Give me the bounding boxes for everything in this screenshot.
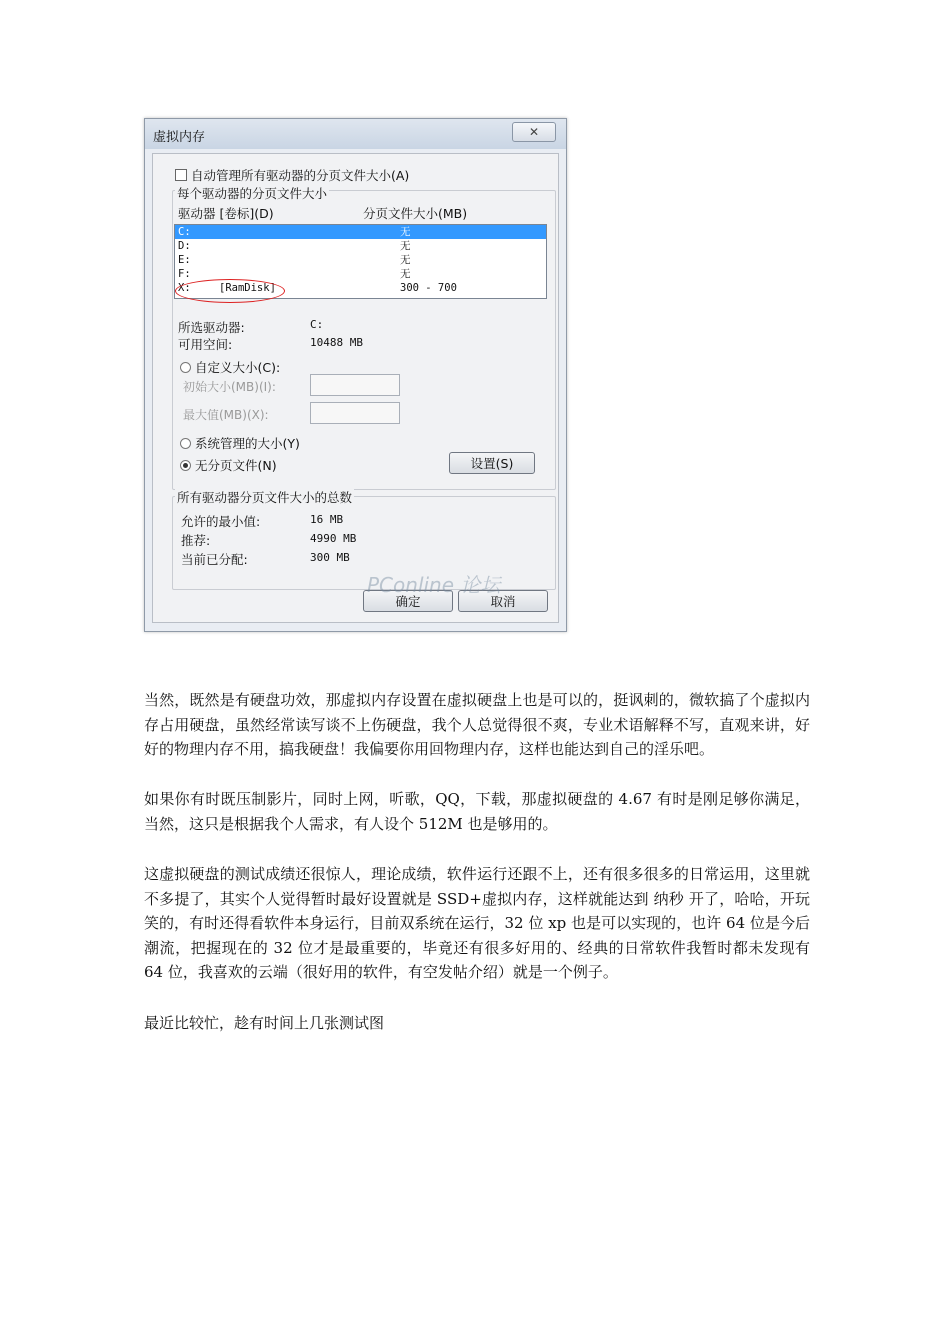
drive-row[interactable]: [175, 253, 546, 267]
totals-group-title: 所有驱动器分页文件大小的总数: [177, 490, 353, 505]
column-header-drive: 驱动器 [卷标](D): [178, 206, 274, 221]
recommended-value: 4990 MB: [310, 532, 357, 545]
set-button[interactable]: 设置(S): [449, 452, 535, 474]
free-space-value: 10488 MB: [310, 336, 363, 349]
drive-size: 300 - 700: [400, 282, 457, 294]
drive-letter: D:: [178, 240, 191, 252]
close-icon: ✕: [528, 125, 540, 139]
article-paragraph: 这虚拟硬盘的测试成绩还很惊人，理论成绩，软件运行还跟不上，还有很多很多的日常运用，这里就不多提了，其实个人觉得暂时最好设置就是 SSD+虚拟内存，这样就能达到 纳秒 开了，哈哈，开玩笑的，有时还得看软件本身运行，目前双系统在运行，32 位 xp 也是可以实现的，也许 64 位是今后潮流，把握现在的 32 位才是最重要的，毕竟还有很多好用的、经典的日常软件我暂时都未发现有 64 位，我喜欢的云端（很好用的软件，有空发帖介绍）就是一个例子。: [144, 865, 810, 981]
selected-drive-label: 所选驱动器:: [178, 320, 245, 335]
no-paging-label: 无分页文件(N): [195, 458, 277, 473]
dialog-titlebar: [145, 119, 566, 149]
drive-letter: C:: [178, 226, 191, 238]
column-header-size: 分页文件大小(MB): [363, 206, 468, 221]
virtual-memory-dialog: [144, 118, 567, 632]
drive-size: 无: [400, 240, 411, 252]
custom-size-label: 自定义大小(C):: [195, 360, 281, 375]
drive-label: [RamDisk]: [219, 282, 276, 294]
initial-size-label: 初始大小(MB)(I):: [183, 380, 276, 394]
cancel-button[interactable]: 取消: [458, 590, 548, 612]
article-paragraph: 最近比较忙，趁有时间上几张测试图: [144, 1014, 385, 1032]
initial-size-input[interactable]: [310, 374, 400, 396]
recommended-label: 推荐:: [181, 533, 211, 548]
custom-size-radio[interactable]: [180, 362, 191, 373]
auto-manage-label: 自动管理所有驱动器的分页文件大小(A): [191, 168, 410, 183]
ramdisk-highlight-ellipse: [175, 279, 285, 303]
auto-manage-checkbox[interactable]: [175, 169, 187, 181]
max-size-label: 最大值(MB)(X):: [183, 408, 269, 422]
drive-size: 无: [400, 268, 411, 280]
ok-button[interactable]: 确定: [363, 590, 453, 612]
close-button[interactable]: [512, 122, 556, 142]
max-size-input[interactable]: [310, 402, 400, 424]
free-space-label: 可用空间:: [178, 337, 233, 352]
drive-letter: F:: [178, 268, 191, 280]
drive-letter: X:: [178, 282, 191, 294]
min-allowed-label: 允许的最小值:: [181, 514, 261, 529]
article-paragraph: 如果你有时既压制影片，同时上网，听歌，QQ，下载，那虚拟硬盘的 4.67 有时是刚足够你满足，当然，这只是根据我个人需求，有人设个 512M 也是够用的。: [144, 790, 810, 833]
pconline-watermark: PConline 论坛: [367, 573, 501, 597]
allocated-label: 当前已分配:: [181, 552, 248, 567]
article-paragraph: 当然，既然是有硬盘功效，那虚拟内存设置在虚拟硬盘上也是可以的，挺讽刺的，微软搞了个虚拟内存占用硬盘，虽然经常读写谈不上伤硬盘，我个人总觉得很不爽，专业术语解释不写，直观来讲，好好的物理内存不用，搞我硬盘！我偏要你用回物理内存，这样也能达到自己的淫乐吧。: [144, 691, 810, 758]
drive-letter: E:: [178, 254, 191, 266]
drive-row[interactable]: [175, 225, 546, 239]
no-paging-radio[interactable]: [180, 460, 191, 471]
min-allowed-value: 16 MB: [310, 513, 344, 526]
system-managed-radio[interactable]: [180, 438, 191, 449]
selected-drive-value: C:: [310, 318, 324, 331]
system-managed-label: 系统管理的大小(Y): [195, 436, 300, 451]
allocated-value: 300 MB: [310, 551, 350, 564]
drive-row[interactable]: [175, 239, 546, 253]
drive-size: 无: [400, 254, 411, 266]
dialog-title: 虚拟内存: [153, 130, 206, 145]
dialog-content: [152, 153, 559, 623]
drive-size: 无: [400, 226, 411, 238]
per-drive-group-title: 每个驱动器的分页文件大小: [177, 186, 328, 201]
